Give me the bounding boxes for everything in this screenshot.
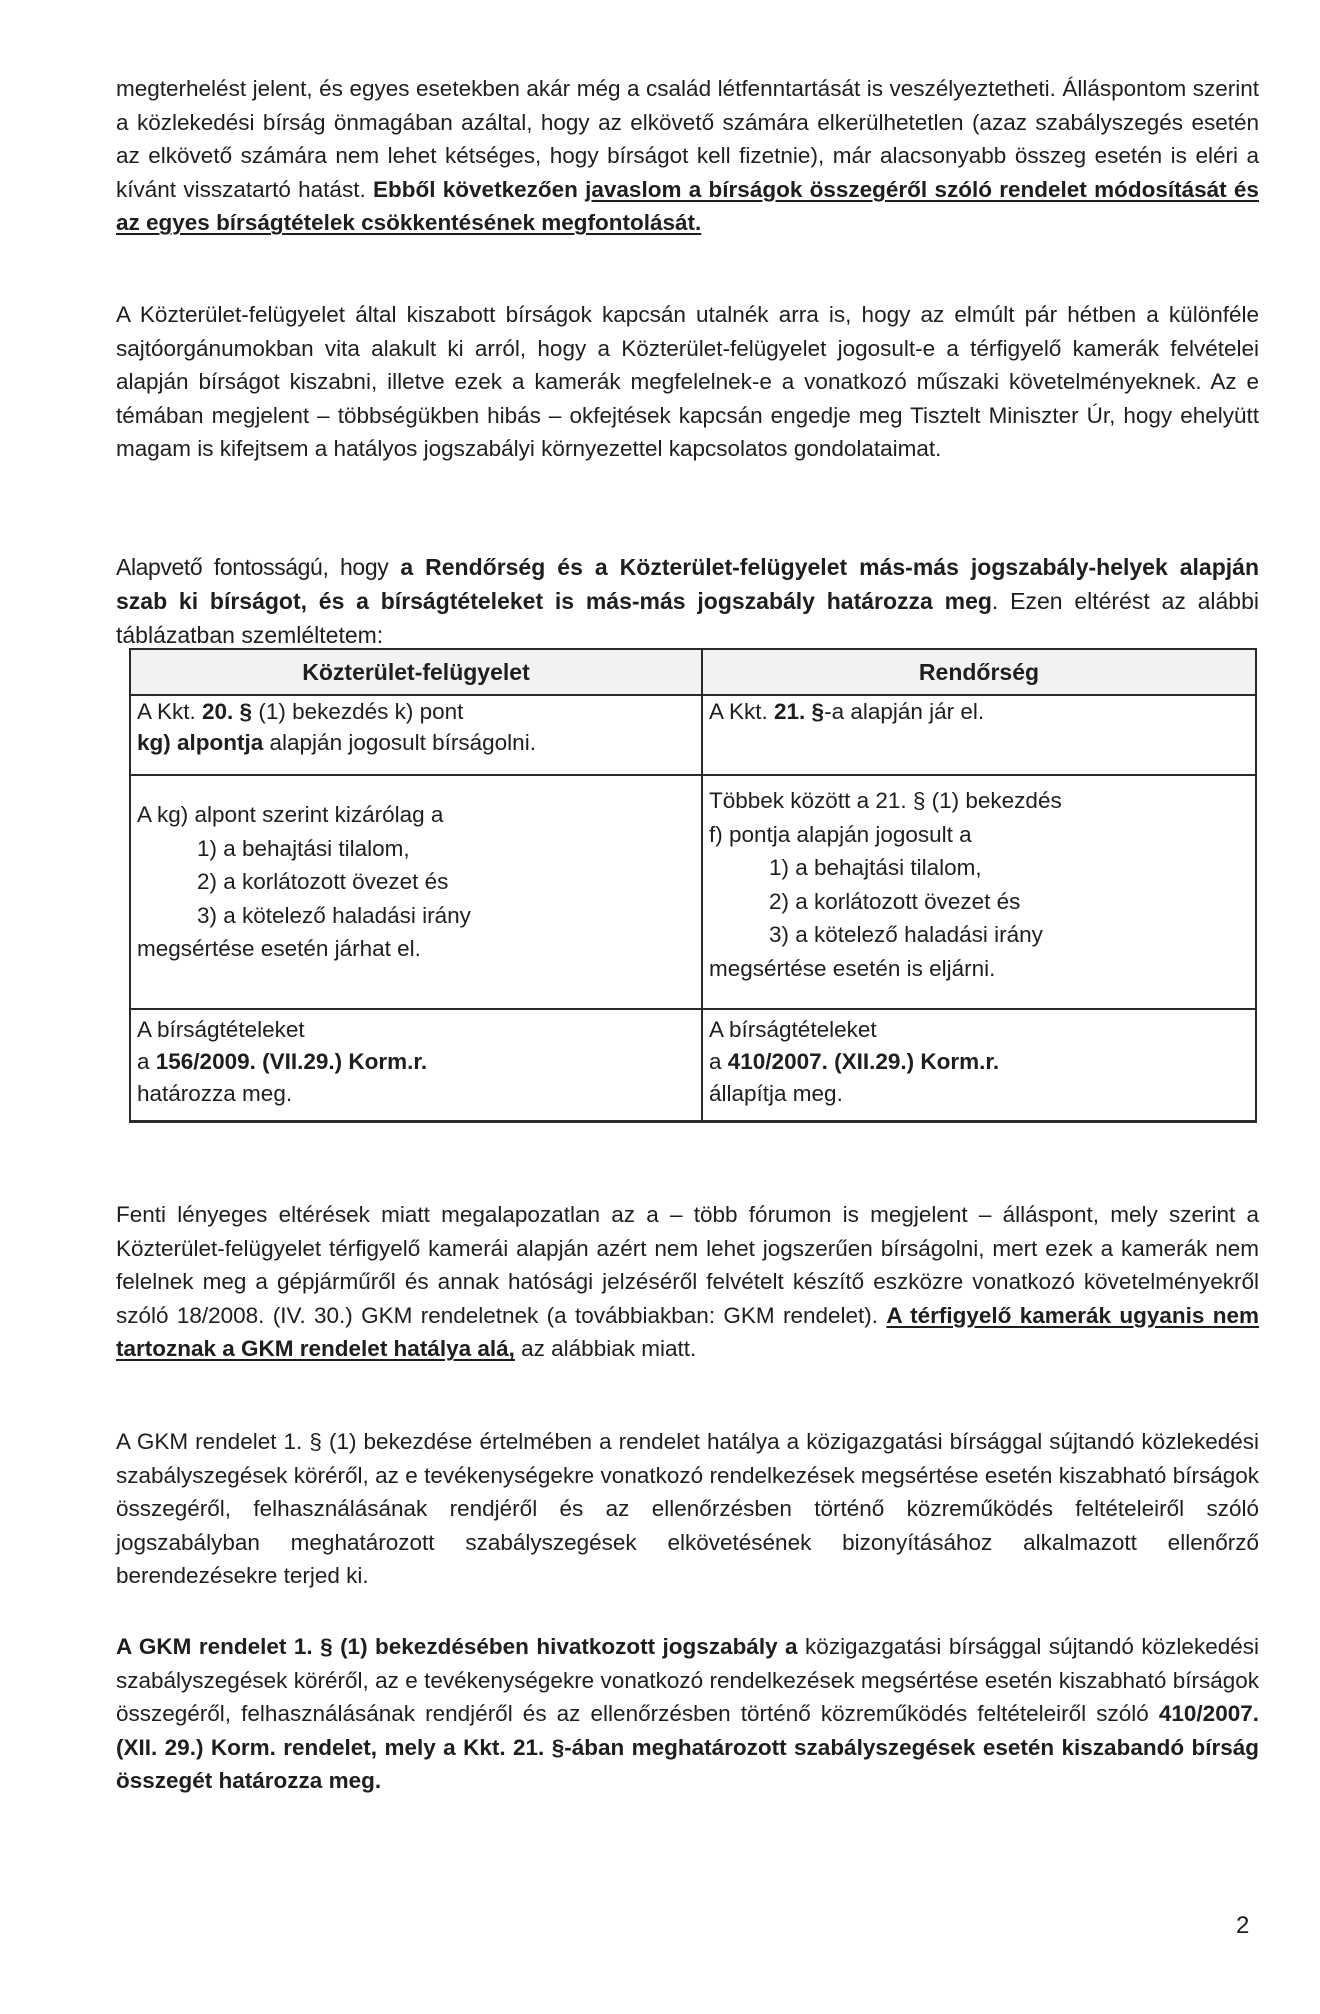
paragraph-text: Alapvető fontosságú, hogy bbox=[116, 554, 389, 580]
table-row bbox=[130, 695, 1256, 775]
table-cell: A kg) alpont szerint kizárólag a 1) a behajtási tilalom, 2) a korlátozott övezet és 3) a kötelező haladási irány megsértése esetén járhat el. bbox=[130, 775, 702, 1009]
bold-text: A GKM rendelet 1. § (1) bekezdésében hivatkozott jogszabály a bbox=[116, 1634, 798, 1659]
paragraph-referenced-law bbox=[116, 1630, 1259, 1798]
list-item: 2) a korlátozott övezet és bbox=[769, 888, 1021, 914]
key-statement: A térfigyelő kamerák ugyanis nem tartoznak a GKM rendelet hatálya alá, bbox=[116, 1302, 1259, 1362]
table-cell: A bírságtételeket a 156/2009. (VII.29.) Korm.r. határozza meg. bbox=[130, 1009, 702, 1122]
paragraph-gkm-scope: A GKM rendelet 1. § (1) bekezdése értelmében a rendelet hatálya a közigazgatási bírsággal sújtandó közlekedési szabályszegések köréről, az e tevékenységekre vonatkozó rendelkezések megsértése esetén kiszabható bírságok összegéről, felhasználásának rendjéről és az ellenőrzésben történő közreműködés feltételeiről szóló jogszabályban meghatározott szabályszegések elkövetésének bizonyításához alkalmazott ellenőrző berendezésekre terjed ki. bbox=[116, 1429, 1259, 1589]
list-item: 1) a behajtási tilalom, bbox=[769, 855, 982, 880]
paragraph-camera-debate: A Közterület-felügyelet által kiszabott bírságok kapcsán utalnék arra is, hogy az elmúlt pár hétben a különféle sajtóorgánumokban vita alakult ki arról, hogy a Közterület-felügyelet jogosult-e a térfigyelő kamerák felvételei alapján bírságot kiszabni, illetve ezek a kamerák megfelelnek-e a vonatkozó műszaki követelményeknek. Az e témában megjelent – többségükben hibás – okfejtések kapcsán engedje meg Tisztelt Miniszter Úr, hogy ehelyütt magam is kifejtsem a hatályos jogszabályi környezettel kapcsolatos gondolataimat. bbox=[116, 302, 1259, 462]
list-item: 3) a kötelező haladási irány bbox=[769, 922, 1043, 947]
comparison-table bbox=[129, 648, 1257, 1123]
paragraph-text: az alábbiak miatt. bbox=[514, 1336, 697, 1362]
paragraph-text: . Ezen eltérést az alábbi táblázatban szemléltetem: bbox=[116, 588, 1259, 648]
table-header-row bbox=[130, 649, 1256, 695]
bold-text: Ebből következően bbox=[373, 176, 578, 202]
column-header-rendorseg: Rendőrség bbox=[702, 649, 1256, 695]
paragraph-fine-burden bbox=[116, 72, 1259, 240]
list-item: 2) a korlátozott övezet és bbox=[197, 869, 449, 894]
bold-text: 410/2007. (XII. 29.) Korm. rendelet, mely a Kkt. 21. §-ában meghatározott szabályszegések esetén kiszabandó bírság összegét határozza meg. bbox=[116, 1701, 1259, 1794]
table-cell: A Kkt. 20. § (1) bekezdés k) pont kg) alpontja alapján jogosult bírságolni. bbox=[130, 695, 702, 775]
table-cell: Többek között a 21. § (1) bekezdés f) pontja alapján jogosult a 1) a behajtási tilalom, 2) a korlátozott övezet és 3) a kötelező haladási irány megsértése esetén is eljárni. bbox=[702, 775, 1256, 1009]
bold-text: a Rendőrség és a Közterület-felügyelet más-más jogszabály-helyek alapján szab ki bírságot, és a bírságtételeket is más-más jogszabály határozza meg bbox=[116, 554, 1260, 614]
table-cell: A Kkt. 21. §-a alapján jár el. bbox=[702, 695, 1256, 775]
column-header-kozterulet: Közterület-felügyelet bbox=[130, 649, 702, 695]
page-number: 2 bbox=[1236, 1912, 1250, 1939]
paragraph-text: közigazgatási bírsággal sújtandó közlekedési szabályszegések köréről, az e tevékenységekre vonatkozó rendelkezések megsértése esetén kiszabható bírságok összegéről, felhasználásának rendjéről és az ellenőrzésben történő közreműködés feltételeiről szóló bbox=[116, 1634, 1259, 1727]
paragraph-text: Fenti lényeges eltérések miatt megalapozatlan az a – több fórumon is megjelent – álláspont, mely szerint a Közterület-felügyelet térfigyelő kamerái alapján azért nem lehet jogszerűen bírságolni, mert ezek a kamerák nem felelnek meg a gépjárműről és annak hatósági jelzéséről felvételt készítő eszközre vonatkozó követelményekről szóló 18/2008. (IV. 30.) GKM rendeletnek (a továbbiakban: GKM rendelet). bbox=[116, 1202, 1259, 1328]
list-item: 1) a behajtási tilalom, bbox=[197, 835, 410, 861]
table-cell: A bírságtételeket a 410/2007. (XII.29.) Korm.r. állapítja meg. bbox=[702, 1009, 1256, 1122]
table-row bbox=[130, 775, 1256, 1009]
paragraph-different-laws bbox=[116, 550, 1259, 652]
paragraph-gkm-decree bbox=[116, 1198, 1259, 1366]
list-item: 3) a kötelező haladási irány bbox=[197, 902, 471, 928]
table-row bbox=[130, 1009, 1256, 1122]
recommendation-text: javaslom a bírságok összegéről szóló rendelet módosítását és az egyes bírságtételek csökkentésének megfontolását. bbox=[116, 176, 1259, 236]
paragraph-text: megterhelést jelent, és egyes esetekben akár még a család létfenntartását is veszélyeztetheti. Álláspontom szerint a közlekedési bírság önmagában azáltal, hogy az elkövető számára elkerülhetetlen (azaz szabályszegés esetén az elkövető számára nem lehet kétséges, hogy bírságot kell fizetnie), már alacsonyabb összeg esetén is eléri a kívánt visszatartó hatást. bbox=[116, 76, 1259, 202]
